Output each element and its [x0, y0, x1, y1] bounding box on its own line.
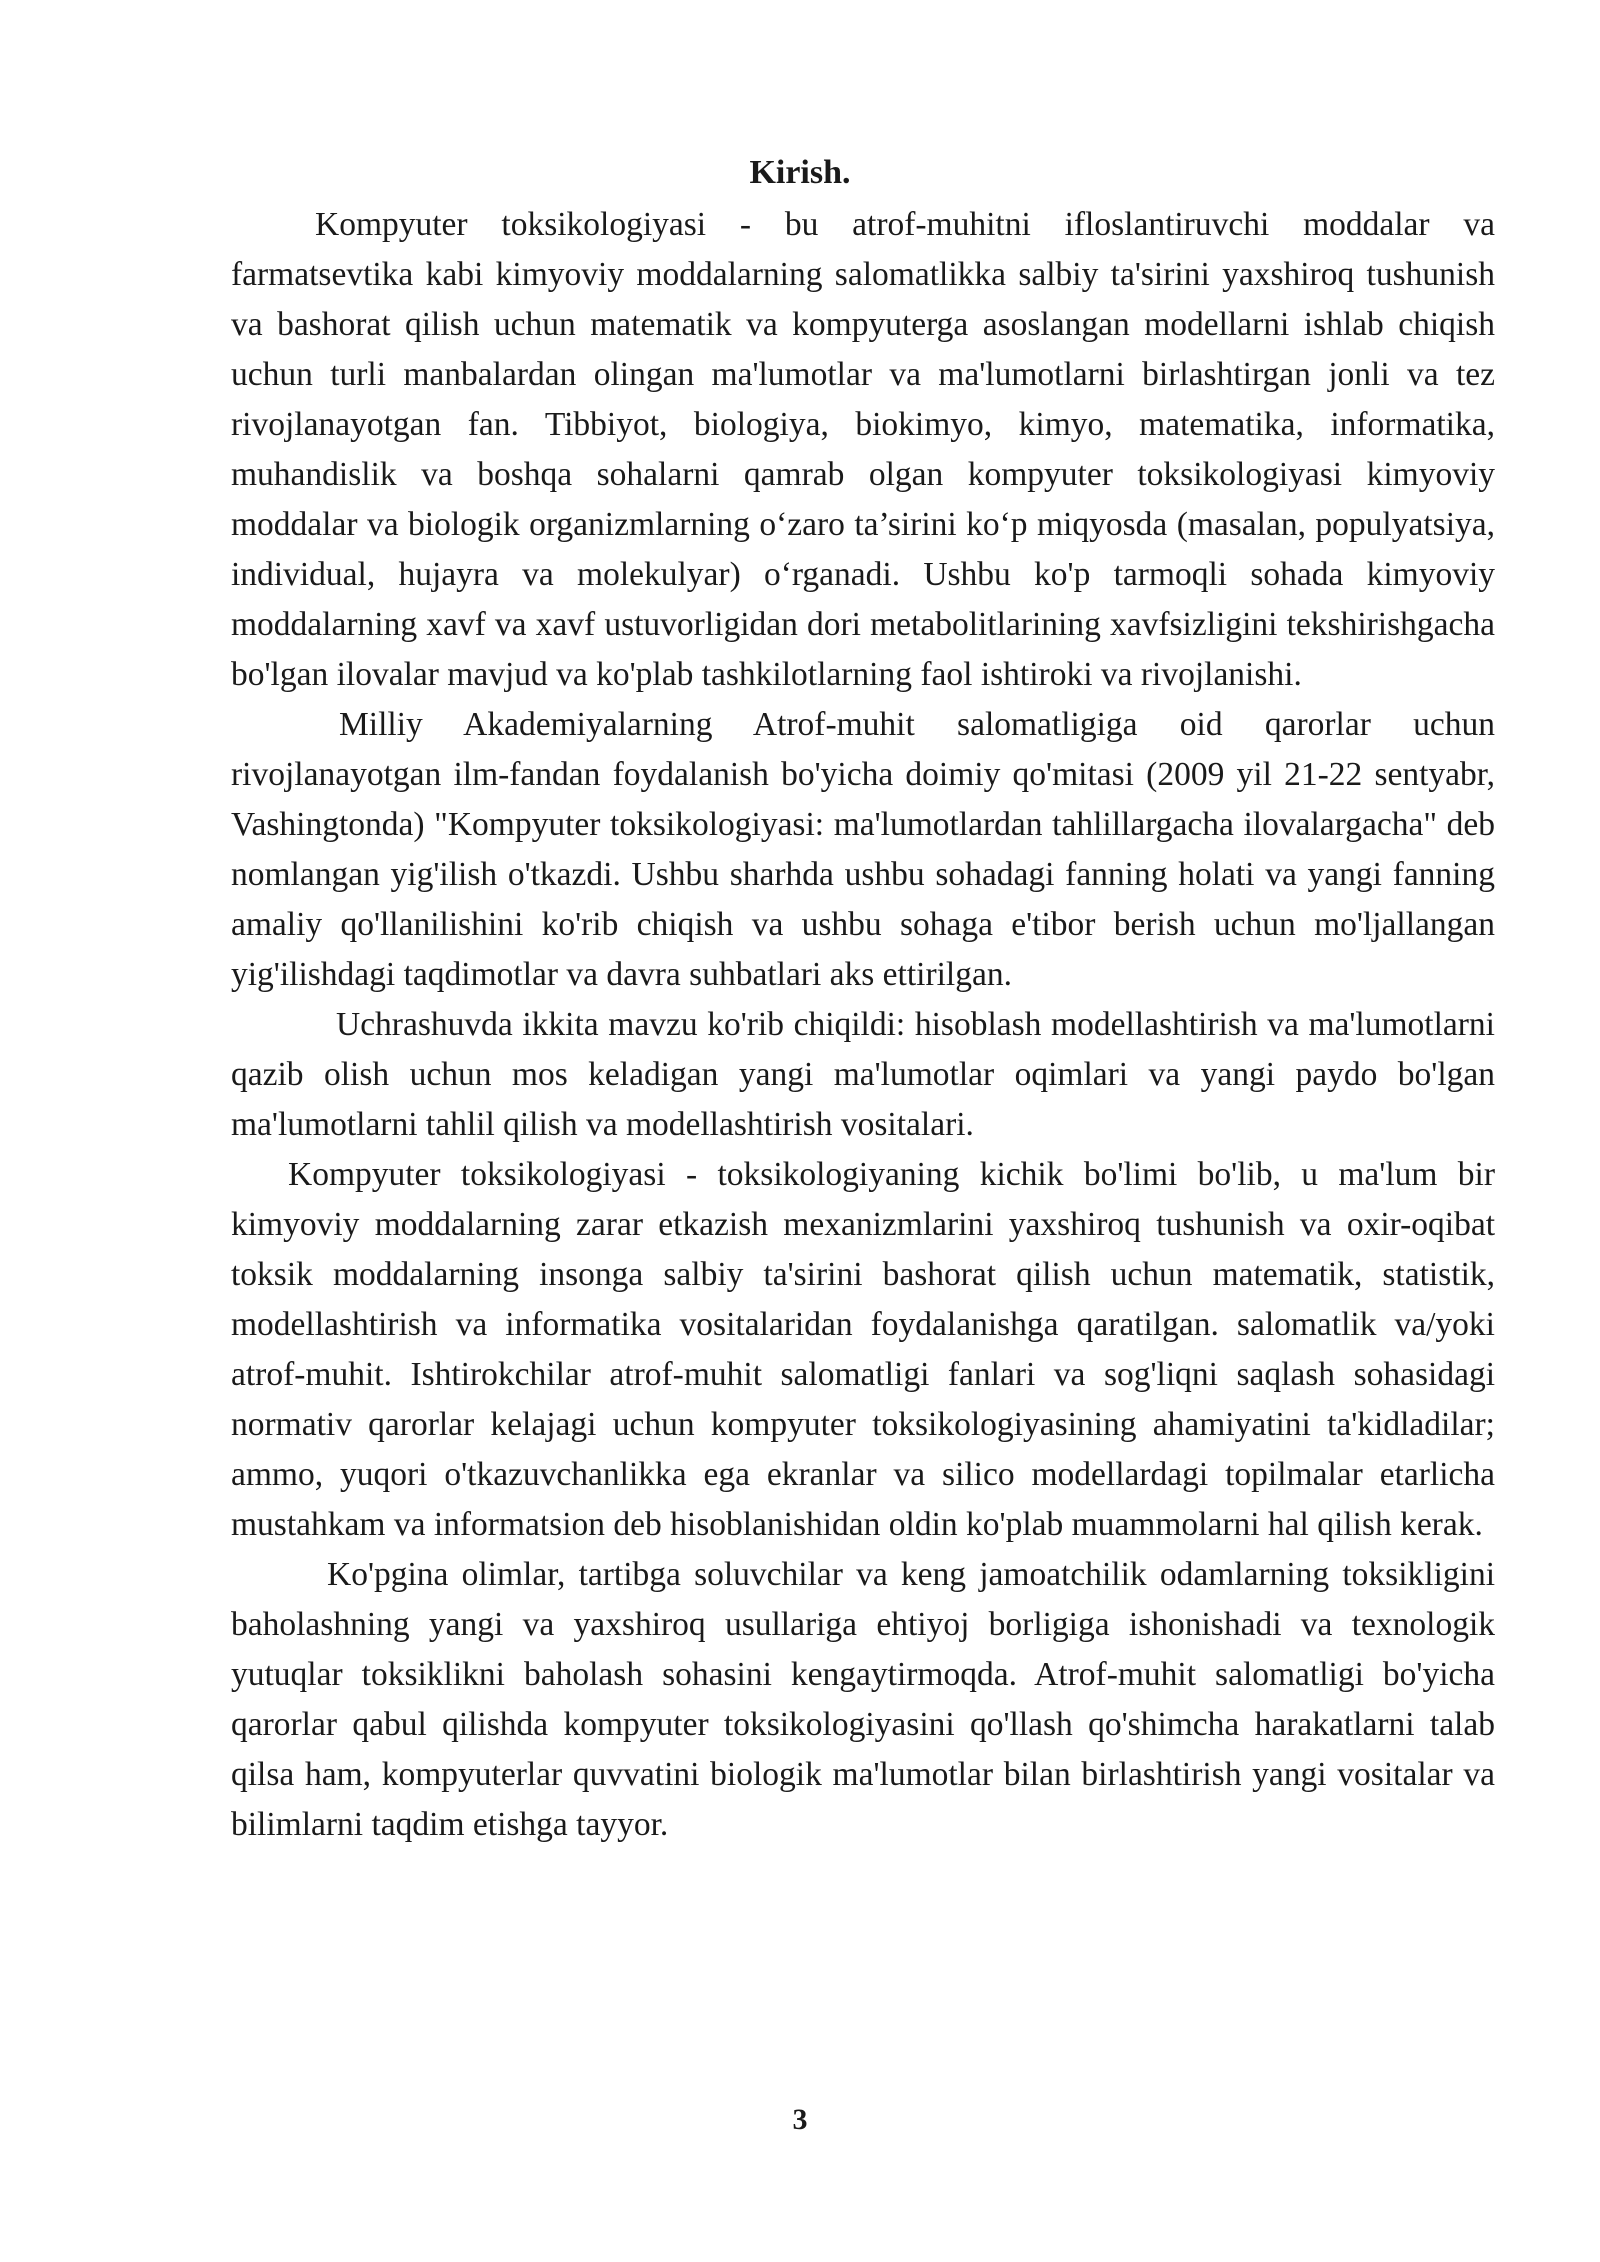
paragraph-5: Ko'pgina olimlar, tartibga soluvchilar va keng jamoatchilik odamlarning toksikligini baholashning yangi va yaxshiroq usullariga ehtiyoj borligiga ishonishadi va texnologik yutuqlar toksiklikni baholash sohasini kengaytirmoqda. Atrof-muhit salomatligi bo'yicha qarorlar qabul qilishda kompyuter toksikologiyasini qo'llash qo'shimcha harakatlarni talab qilsa ham, kompyuterlar quvvatini biologik ma'lumotlar bilan birlashtirish yangi vositalar va bilimlarni taqdim etishga tayyor.	[231, 1556, 1495, 1843]
body-text	[231, 200, 1495, 1850]
paragraph-1: Kompyuter toksikologiyasi - bu atrof-muhitni ifloslantiruvchi moddalar va farmatsevtika kabi kimyoviy moddalarning salomatlikka salbiy ta'sirini yaxshiroq tushunish va bashorat qilish uchun matematik va kompyuterga asoslangan modellarni ishlab chiqish uchun turli manbalardan olingan ma'lumotlar va ma'lumotlarni birlashtirgan jonli va tez rivojlanayotgan fan. Tibbiyot, biologiya, biokimyo, kimyo, matematika, informatika, muhandislik va boshqa sohalarni qamrab olgan kompyuter toksikologiyasi kimyoviy moddalar va biologik organizmlarning o‘zaro ta’sirini ko‘p miqyosda (masalan, populyatsiya, individual, hujayra va molekulyar) o‘rganadi. Ushbu ko'p tarmoqli sohada kimyoviy moddalarning xavf va xavf ustuvorligidan dori metabolitlarining xavfsizligini tekshirishgacha bo'lgan ilovalar mavjud va ko'plab tashkilotlarning faol ishtiroki va rivojlanishi.	[231, 206, 1495, 693]
section-heading: Kirish.	[749, 154, 851, 191]
paragraph-3: Uchrashuvda ikkita mavzu ko'rib chiqildi: hisoblash modellashtirish va ma'lumotlarni qazib olish uchun mos keladigan yangi ma'lumotlar oqimlari va yangi paydo bo'lgan ma'lumotlarni tahlil qilish va modellashtirish vositalari.	[231, 1006, 1495, 1143]
page-number: 3	[792, 2103, 808, 2136]
paragraph-2: Milliy Akademiyalarning Atrof-muhit salomatligiga oid qarorlar uchun rivojlanayotgan ilm-fandan foydalanish bo'yicha doimiy qo'mitasi (2009 yil 21-22 sentyabr, Vashingtonda) "Kompyuter toksikologiyasi: ma'lumotlardan tahlillargacha ilovalargacha" deb nomlangan yig'ilish o'tkazdi. Ushbu sharhda ushbu sohadagi fanning holati va yangi fanning amaliy qo'llanilishini ko'rib chiqish va ushbu sohaga e'tibor berish uchun mo'ljallangan yig'ilishdagi taqdimotlar va davra suhbatlari aks ettirilgan.	[231, 706, 1495, 993]
paragraph-4: Kompyuter toksikologiyasi - toksikologiyaning kichik bo'limi bo'lib, u ma'lum bir kimyoviy moddalarning zarar etkazish mexanizmlarini yaxshiroq tushunish va oxir-oqibat toksik moddalarning insonga salbiy ta'sirini bashorat qilish uchun matematik, statistik, modellashtirish va informatika vositalaridan foydalanishga qaratilgan. salomatlik va/yoki atrof-muhit. Ishtirokchilar atrof-muhit salomatligi fanlari va sog'liqni saqlash sohasidagi normativ qarorlar kelajagi uchun kompyuter toksikologiyasining ahamiyatini ta'kidladilar; ammo, yuqori o'tkazuvchanlikka ega ekranlar va silico modellardagi topilmalar etarlicha mustahkam va informatsion deb hisoblanishidan oldin ko'plab muammolarni hal qilish kerak.	[231, 1156, 1495, 1543]
